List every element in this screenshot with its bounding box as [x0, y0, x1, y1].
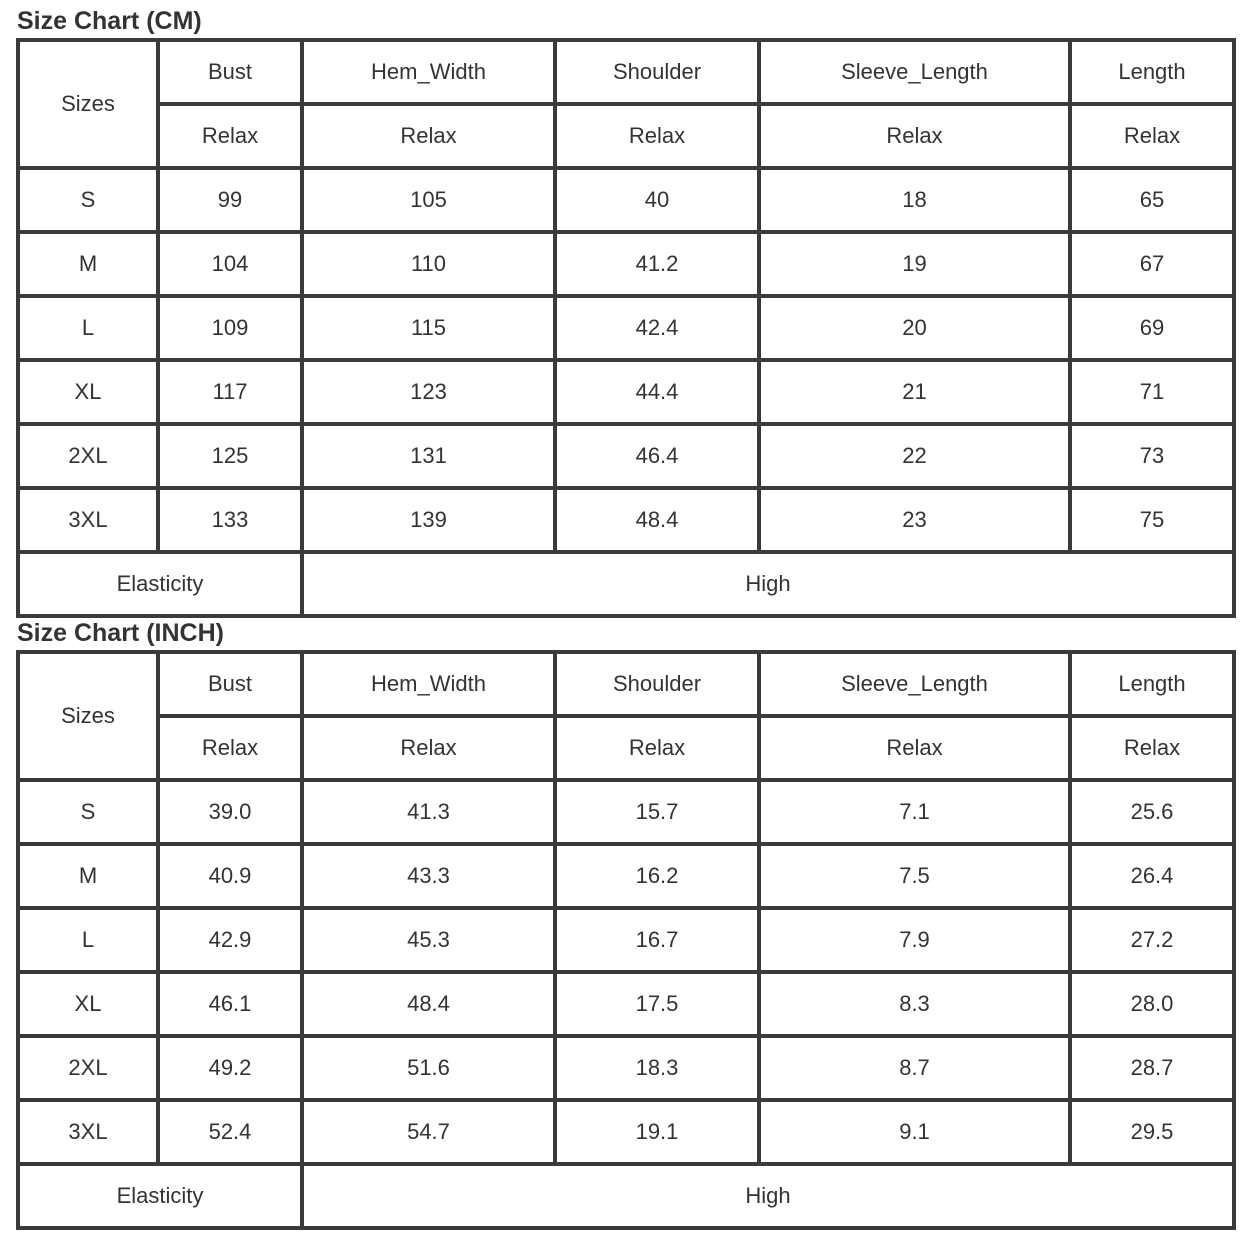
chart-title: Size Chart (CM) [17, 7, 202, 35]
value-cell: 15.7 [555, 780, 759, 844]
size-chart-cm [16, 4, 1236, 618]
value-cell: 25.6 [1070, 780, 1234, 844]
elasticity-label: Elasticity [18, 552, 302, 616]
size-cell: 3XL [18, 1100, 158, 1164]
subheader-cell: Relax [158, 716, 302, 780]
value-cell: 51.6 [302, 1036, 555, 1100]
value-cell: 7.9 [759, 908, 1070, 972]
chart-title: Size Chart (INCH) [17, 619, 224, 647]
value-cell: 46.1 [158, 972, 302, 1036]
value-cell: 27.2 [1070, 908, 1234, 972]
value-cell: 19.1 [555, 1100, 759, 1164]
value-cell: 8.3 [759, 972, 1070, 1036]
value-cell: 40.9 [158, 844, 302, 908]
value-cell: 131 [302, 424, 555, 488]
size-cell: 2XL [18, 424, 158, 488]
value-cell: 99 [158, 168, 302, 232]
value-cell: 123 [302, 360, 555, 424]
elasticity-value: High [302, 552, 1234, 616]
value-cell: 42.9 [158, 908, 302, 972]
sizes-header: Sizes [18, 40, 158, 168]
value-cell: 71 [1070, 360, 1234, 424]
table-row [18, 488, 1234, 552]
subheader-cell: Relax [1070, 716, 1234, 780]
column-header: Bust [158, 40, 302, 104]
column-header: Shoulder [555, 40, 759, 104]
value-cell: 110 [302, 232, 555, 296]
value-cell: 17.5 [555, 972, 759, 1036]
value-cell: 9.1 [759, 1100, 1070, 1164]
column-header: Sleeve_Length [759, 40, 1070, 104]
value-cell: 73 [1070, 424, 1234, 488]
size-cell: M [18, 232, 158, 296]
size-cell: S [18, 780, 158, 844]
elasticity-value: High [302, 1164, 1234, 1228]
value-cell: 28.7 [1070, 1036, 1234, 1100]
value-cell: 7.1 [759, 780, 1070, 844]
value-cell: 133 [158, 488, 302, 552]
elasticity-label: Elasticity [18, 1164, 302, 1228]
value-cell: 39.0 [158, 780, 302, 844]
value-cell: 48.4 [302, 972, 555, 1036]
value-cell: 43.3 [302, 844, 555, 908]
size-cell: L [18, 908, 158, 972]
value-cell: 52.4 [158, 1100, 302, 1164]
header-row [18, 652, 1234, 716]
value-cell: 16.7 [555, 908, 759, 972]
size-cell: 3XL [18, 488, 158, 552]
value-cell: 65 [1070, 168, 1234, 232]
elasticity-row [18, 552, 1234, 616]
value-cell: 18 [759, 168, 1070, 232]
subheader-cell: Relax [158, 104, 302, 168]
subheader-cell: Relax [555, 104, 759, 168]
size-cell: XL [18, 972, 158, 1036]
value-cell: 42.4 [555, 296, 759, 360]
value-cell: 125 [158, 424, 302, 488]
value-cell: 21 [759, 360, 1070, 424]
size-cell: L [18, 296, 158, 360]
value-cell: 49.2 [158, 1036, 302, 1100]
column-header: Length [1070, 40, 1234, 104]
value-cell: 8.7 [759, 1036, 1070, 1100]
header-row [18, 40, 1234, 104]
value-cell: 40 [555, 168, 759, 232]
subheader-cell: Relax [302, 104, 555, 168]
value-cell: 44.4 [555, 360, 759, 424]
value-cell: 45.3 [302, 908, 555, 972]
column-header: Sleeve_Length [759, 652, 1070, 716]
table-row [18, 360, 1234, 424]
table-row [18, 296, 1234, 360]
subheader-cell: Relax [759, 104, 1070, 168]
value-cell: 22 [759, 424, 1070, 488]
value-cell: 115 [302, 296, 555, 360]
value-cell: 7.5 [759, 844, 1070, 908]
size-chart-inch [16, 616, 1236, 1230]
elasticity-row [18, 1164, 1234, 1228]
subheader-row [18, 104, 1234, 168]
sizes-header: Sizes [18, 652, 158, 780]
table-row [18, 1100, 1234, 1164]
table-row [18, 908, 1234, 972]
value-cell: 20 [759, 296, 1070, 360]
value-cell: 54.7 [302, 1100, 555, 1164]
value-cell: 46.4 [555, 424, 759, 488]
size-cell: M [18, 844, 158, 908]
size-table [16, 38, 1236, 618]
subheader-cell: Relax [302, 716, 555, 780]
value-cell: 105 [302, 168, 555, 232]
value-cell: 139 [302, 488, 555, 552]
subheader-cell: Relax [1070, 104, 1234, 168]
value-cell: 16.2 [555, 844, 759, 908]
subheader-cell: Relax [555, 716, 759, 780]
value-cell: 23 [759, 488, 1070, 552]
value-cell: 41.2 [555, 232, 759, 296]
subheader-row [18, 716, 1234, 780]
value-cell: 109 [158, 296, 302, 360]
table-row [18, 1036, 1234, 1100]
table-row [18, 972, 1234, 1036]
value-cell: 104 [158, 232, 302, 296]
table-row [18, 424, 1234, 488]
value-cell: 117 [158, 360, 302, 424]
value-cell: 48.4 [555, 488, 759, 552]
value-cell: 18.3 [555, 1036, 759, 1100]
table-row [18, 168, 1234, 232]
value-cell: 29.5 [1070, 1100, 1234, 1164]
table-row [18, 780, 1234, 844]
value-cell: 67 [1070, 232, 1234, 296]
table-row [18, 232, 1234, 296]
value-cell: 69 [1070, 296, 1234, 360]
subheader-cell: Relax [759, 716, 1070, 780]
size-cell: 2XL [18, 1036, 158, 1100]
value-cell: 19 [759, 232, 1070, 296]
value-cell: 28.0 [1070, 972, 1234, 1036]
value-cell: 75 [1070, 488, 1234, 552]
size-cell: XL [18, 360, 158, 424]
column-header: Shoulder [555, 652, 759, 716]
column-header: Bust [158, 652, 302, 716]
column-header: Length [1070, 652, 1234, 716]
value-cell: 26.4 [1070, 844, 1234, 908]
value-cell: 41.3 [302, 780, 555, 844]
column-header: Hem_Width [302, 652, 555, 716]
table-row [18, 844, 1234, 908]
size-cell: S [18, 168, 158, 232]
column-header: Hem_Width [302, 40, 555, 104]
size-table [16, 650, 1236, 1230]
